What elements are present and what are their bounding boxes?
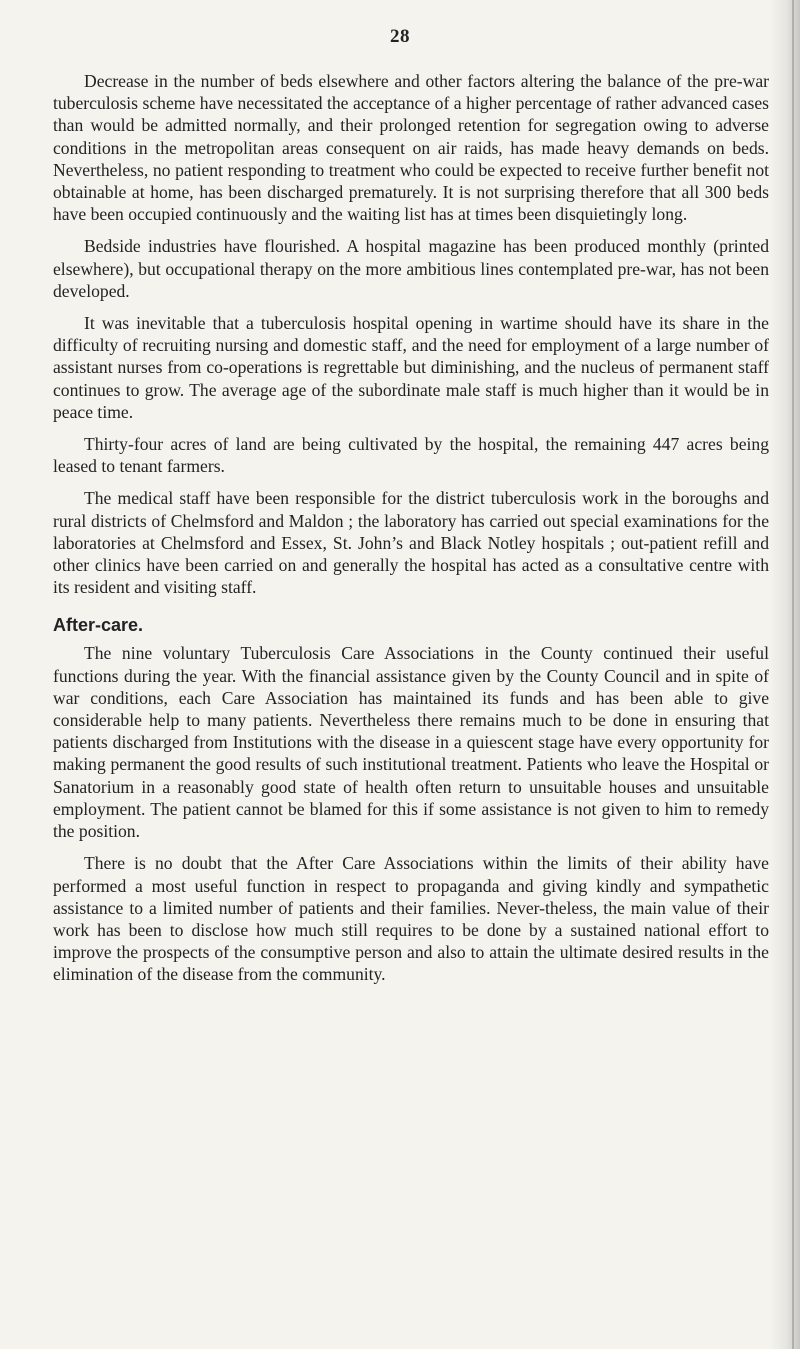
paragraph-bedside-industries: Bedside industries have flourished. A hospital magazine has been produced monthly (printed elsewhere), but occupational therapy on the more ambitious lines contemplated pre-war, has not been developed.: [53, 236, 769, 301]
paragraph-after-care-value: There is no doubt that the After Care Associations within the limits of their ability have performed a most useful function in respect to propaganda and giving kindly and sympathetic assistance to a limited number of patients and their families. Never-theless, the main value of their work has been to disclose how much still requires to be done by a sustained national effort to improve the prospects of the consumptive person and also to attain the ultimate desired results in the elimination of the disease from the community.: [53, 853, 769, 985]
document-body: [53, 70, 769, 986]
paragraph-care-associations: The nine voluntary Tuberculosis Care Associations in the County continued their useful functions during the year. With the financial assistance given by the County Council and in spite of war conditions, each Care Association has maintained its funds and has been able to give considerable help to many patients. Nevertheless there remains much to be done in ensuring that patients discharged from Institutions with the disease in a quiescent stage have every opportunity for making permanent the good results of such institutional treatment. Patients who leave the Hospital or Sanatorium in a reasonably good state of health often return to unsuitable houses and unsuitable employment. The patient cannot be blamed for this if some assistance is not given to him to remedy the position.: [53, 643, 769, 842]
paragraph-staffing: It was inevitable that a tuberculosis hospital opening in wartime should have its share in the difficulty of recruiting nursing and domestic staff, and the need for employment of a large number of assistant nurses from co-operations is regrettable but diminishing, and the nucleus of permanent staff continues to grow. The average age of the subordinate male staff is much higher than it would be in peace time.: [53, 313, 769, 422]
paragraph-bed-demand: Decrease in the number of beds elsewhere and other factors altering the balance of the pre-war tuberculosis scheme have necessitated the acceptance of a higher percentage of rather advanced cases than would be admitted normally, and their prolonged retention for segregation owing to adverse conditions in the metropolitan areas consequent on air raids, has made heavy demands on beds. Nevertheless, no patient responding to treatment who could be expected to receive further benefit not obtainable at home, has been discharged prematurely. It is not surprising therefore that all 300 beds have been occupied continuously and the waiting list has at times been disquietingly long.: [53, 71, 769, 225]
page-number: 28: [390, 26, 410, 47]
section-heading-after-care: After-care.: [53, 615, 144, 636]
page-edge-line: [792, 0, 794, 1349]
page-edge-shadow: [770, 0, 800, 1349]
paragraph-land: Thirty-four acres of land are being cultivated by the hospital, the remaining 447 acres being leased to tenant farmers.: [53, 434, 769, 477]
paragraph-medical-staff: The medical staff have been responsible for the district tuberculosis work in the boroughs and rural districts of Chelmsford and Maldon ; the laboratory has carried out special examinations for the laboratories at Chelmsford and Essex, St. John’s and Black Notley hospitals ; out-patient refill and other clinics have been carried on and generally the hospital has acted as a consultative centre with its resident and visiting staff.: [53, 488, 769, 598]
